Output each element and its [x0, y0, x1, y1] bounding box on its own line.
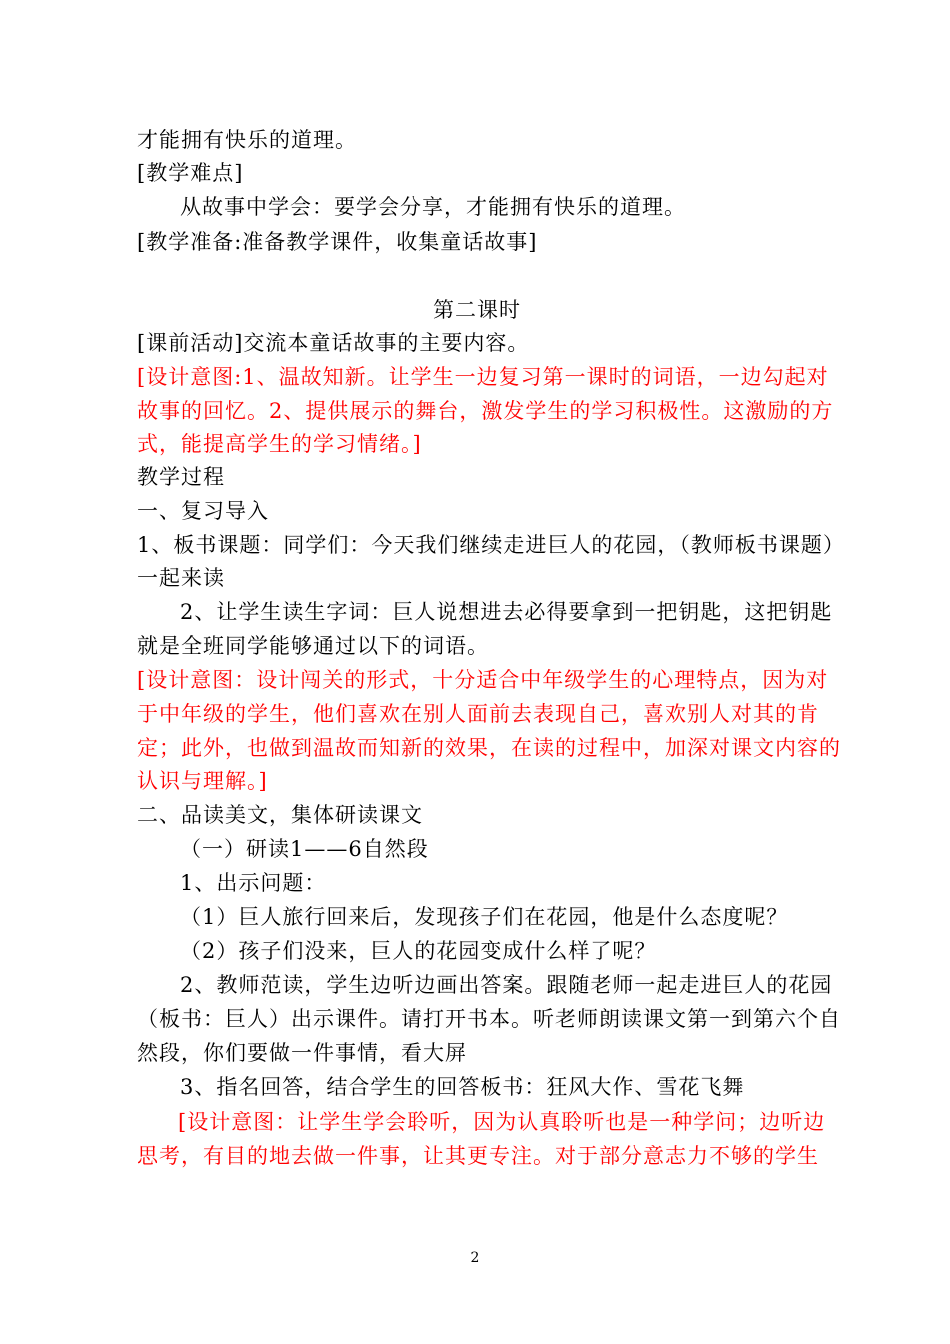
design-note-line: 认识与理解。]: [137, 769, 268, 793]
text-line: 1、出示问题：: [180, 871, 327, 895]
design-note-line: 于中年级的学生，他们喜欢在别人面前去表现自己，喜欢别人对其的肯: [137, 702, 819, 726]
text-line: （板书：巨人）出示课件。请打开书本。听老师朗读课文第一到第六个自: [137, 1007, 841, 1031]
text-line: 然段，你们要做一件事情，看大屏: [137, 1041, 467, 1065]
section-heading: 二、品读美文，集体研读课文: [137, 803, 423, 827]
design-note-line: 故事的回忆。2、提供展示的舞台，激发学生的学习积极性。这激励的方: [137, 399, 834, 423]
section-heading: [教学难点]: [137, 161, 244, 185]
text-line: 就是全班同学能够通过以下的词语。: [137, 634, 489, 658]
text-line: 2、教师范读，学生边听边画出答案。跟随老师一起走进巨人的花园: [180, 973, 833, 997]
question-line: （1）巨人旅行回来后，发现孩子们在花园，他是什么态度呢？: [180, 905, 789, 929]
text-line: 3、指名回答，结合学生的回答板书：狂风大作、雪花飞舞: [180, 1075, 745, 1099]
lesson-title: 第二课时: [433, 298, 521, 322]
page-number: 2: [470, 1250, 480, 1266]
text-line: 从故事中学会：要学会分享，才能拥有快乐的道理。: [180, 195, 686, 219]
design-note-line: [设计意图：设计闯关的形式，十分适合中年级学生的心理特点，因为对: [137, 668, 829, 692]
text-line: 才能拥有快乐的道理。: [137, 128, 357, 152]
section-heading: [教学准备:准备教学课件，收集童话故事]: [137, 230, 538, 254]
section-heading: 教学过程: [137, 465, 225, 489]
design-note-line: 式，能提高学生的学习情绪。]: [137, 432, 422, 456]
question-line: （2）孩子们没来，巨人的花园变成什么样了呢？: [180, 939, 657, 963]
design-note-line: [设计意图:1、温故知新。让学生一边复习第一课时的词语，一边勾起对: [137, 365, 829, 389]
design-note-line: [设计意图：让学生学会聆听，因为认真聆听也是一种学问；边听边: [178, 1110, 826, 1134]
section-heading: 一、复习导入: [137, 499, 269, 523]
design-note-line: 定；此外，也做到温故而知新的效果，在读的过程中，加深对课文内容的: [137, 736, 841, 760]
design-note-line: 思考，有目的地去做一件事，让其更专注。对于部分意志力不够的学生: [137, 1144, 819, 1168]
text-line: 一起来读: [137, 566, 225, 590]
text-line: [课前活动]交流本童话故事的主要内容。: [137, 331, 530, 355]
text-line: 2、让学生读生字词：巨人说想进去必得要拿到一把钥匙，这把钥匙: [180, 600, 833, 624]
text-line: 1、板书课题：同学们：今天我们继续走进巨人的花园，（教师板书课题）: [137, 533, 845, 557]
subsection-heading: （一）研读1——6自然段: [180, 837, 429, 861]
